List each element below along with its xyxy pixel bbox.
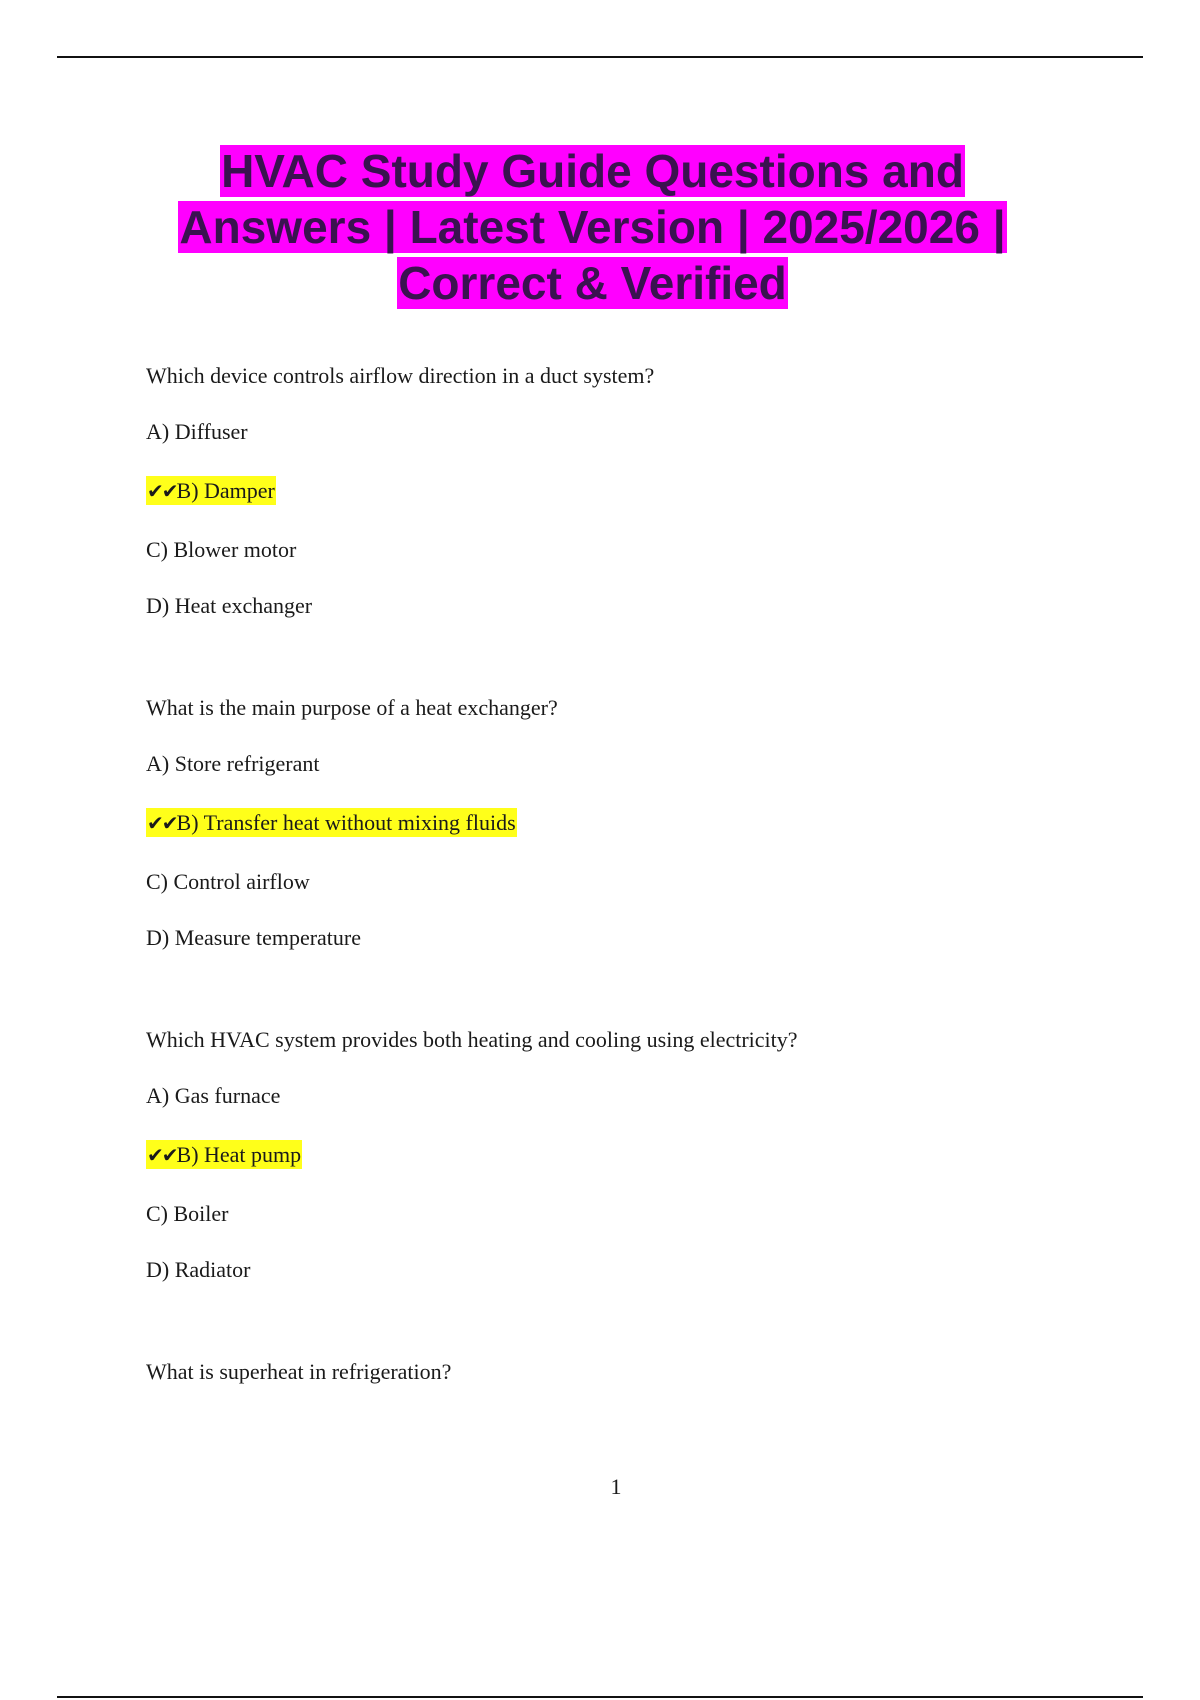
- option-b-correct: [146, 1141, 1106, 1169]
- question-1: [146, 362, 1106, 620]
- option-c: C) Blower motor: [146, 537, 297, 562]
- page-number: 1: [610, 1474, 622, 1499]
- option-c: C) Control airflow: [146, 869, 310, 894]
- option-b-correct: [146, 477, 1106, 505]
- question-text: Which HVAC system provides both heating and cooling using electricity?: [146, 1027, 798, 1052]
- option-a: A) Diffuser: [146, 419, 248, 444]
- answer-highlight: [146, 808, 517, 837]
- option-a: A) Gas furnace: [146, 1083, 281, 1108]
- option-b-correct: [146, 809, 1106, 837]
- option-b-text: B) Heat pump: [176, 1142, 302, 1167]
- top-rule: [57, 56, 1143, 58]
- question-text: What is superheat in refrigeration?: [146, 1359, 452, 1384]
- question-2: [146, 694, 1106, 952]
- question-4: [146, 1358, 1106, 1386]
- option-c: C) Boiler: [146, 1201, 229, 1226]
- check-mark-icon: ✔✔: [147, 479, 177, 503]
- option-d: D) Heat exchanger: [146, 593, 313, 618]
- question-text: Which device controls airflow direction in a duct system?: [146, 363, 655, 388]
- option-d: D) Measure temperature: [146, 925, 362, 950]
- title-line-2: Answers | Latest Version | 2025/2026 |: [179, 201, 1006, 253]
- question-list: [146, 362, 1106, 1386]
- question-text: What is the main purpose of a heat exchanger?: [146, 695, 558, 720]
- check-mark-icon: ✔✔: [147, 1143, 177, 1167]
- title-line-3: Correct & Verified: [398, 257, 787, 309]
- title-line-1: HVAC Study Guide Questions and: [221, 145, 964, 197]
- option-b-text: B) Damper: [176, 478, 275, 503]
- option-a: A) Store refrigerant: [146, 751, 320, 776]
- page-title: [90, 143, 1095, 311]
- answer-highlight: [146, 476, 276, 505]
- option-b-text: B) Transfer heat without mixing fluids: [176, 810, 516, 835]
- bottom-rule: [57, 1696, 1143, 1698]
- check-mark-icon: ✔✔: [147, 811, 177, 835]
- option-d: D) Radiator: [146, 1257, 251, 1282]
- question-3: [146, 1026, 1106, 1284]
- answer-highlight: [146, 1140, 302, 1169]
